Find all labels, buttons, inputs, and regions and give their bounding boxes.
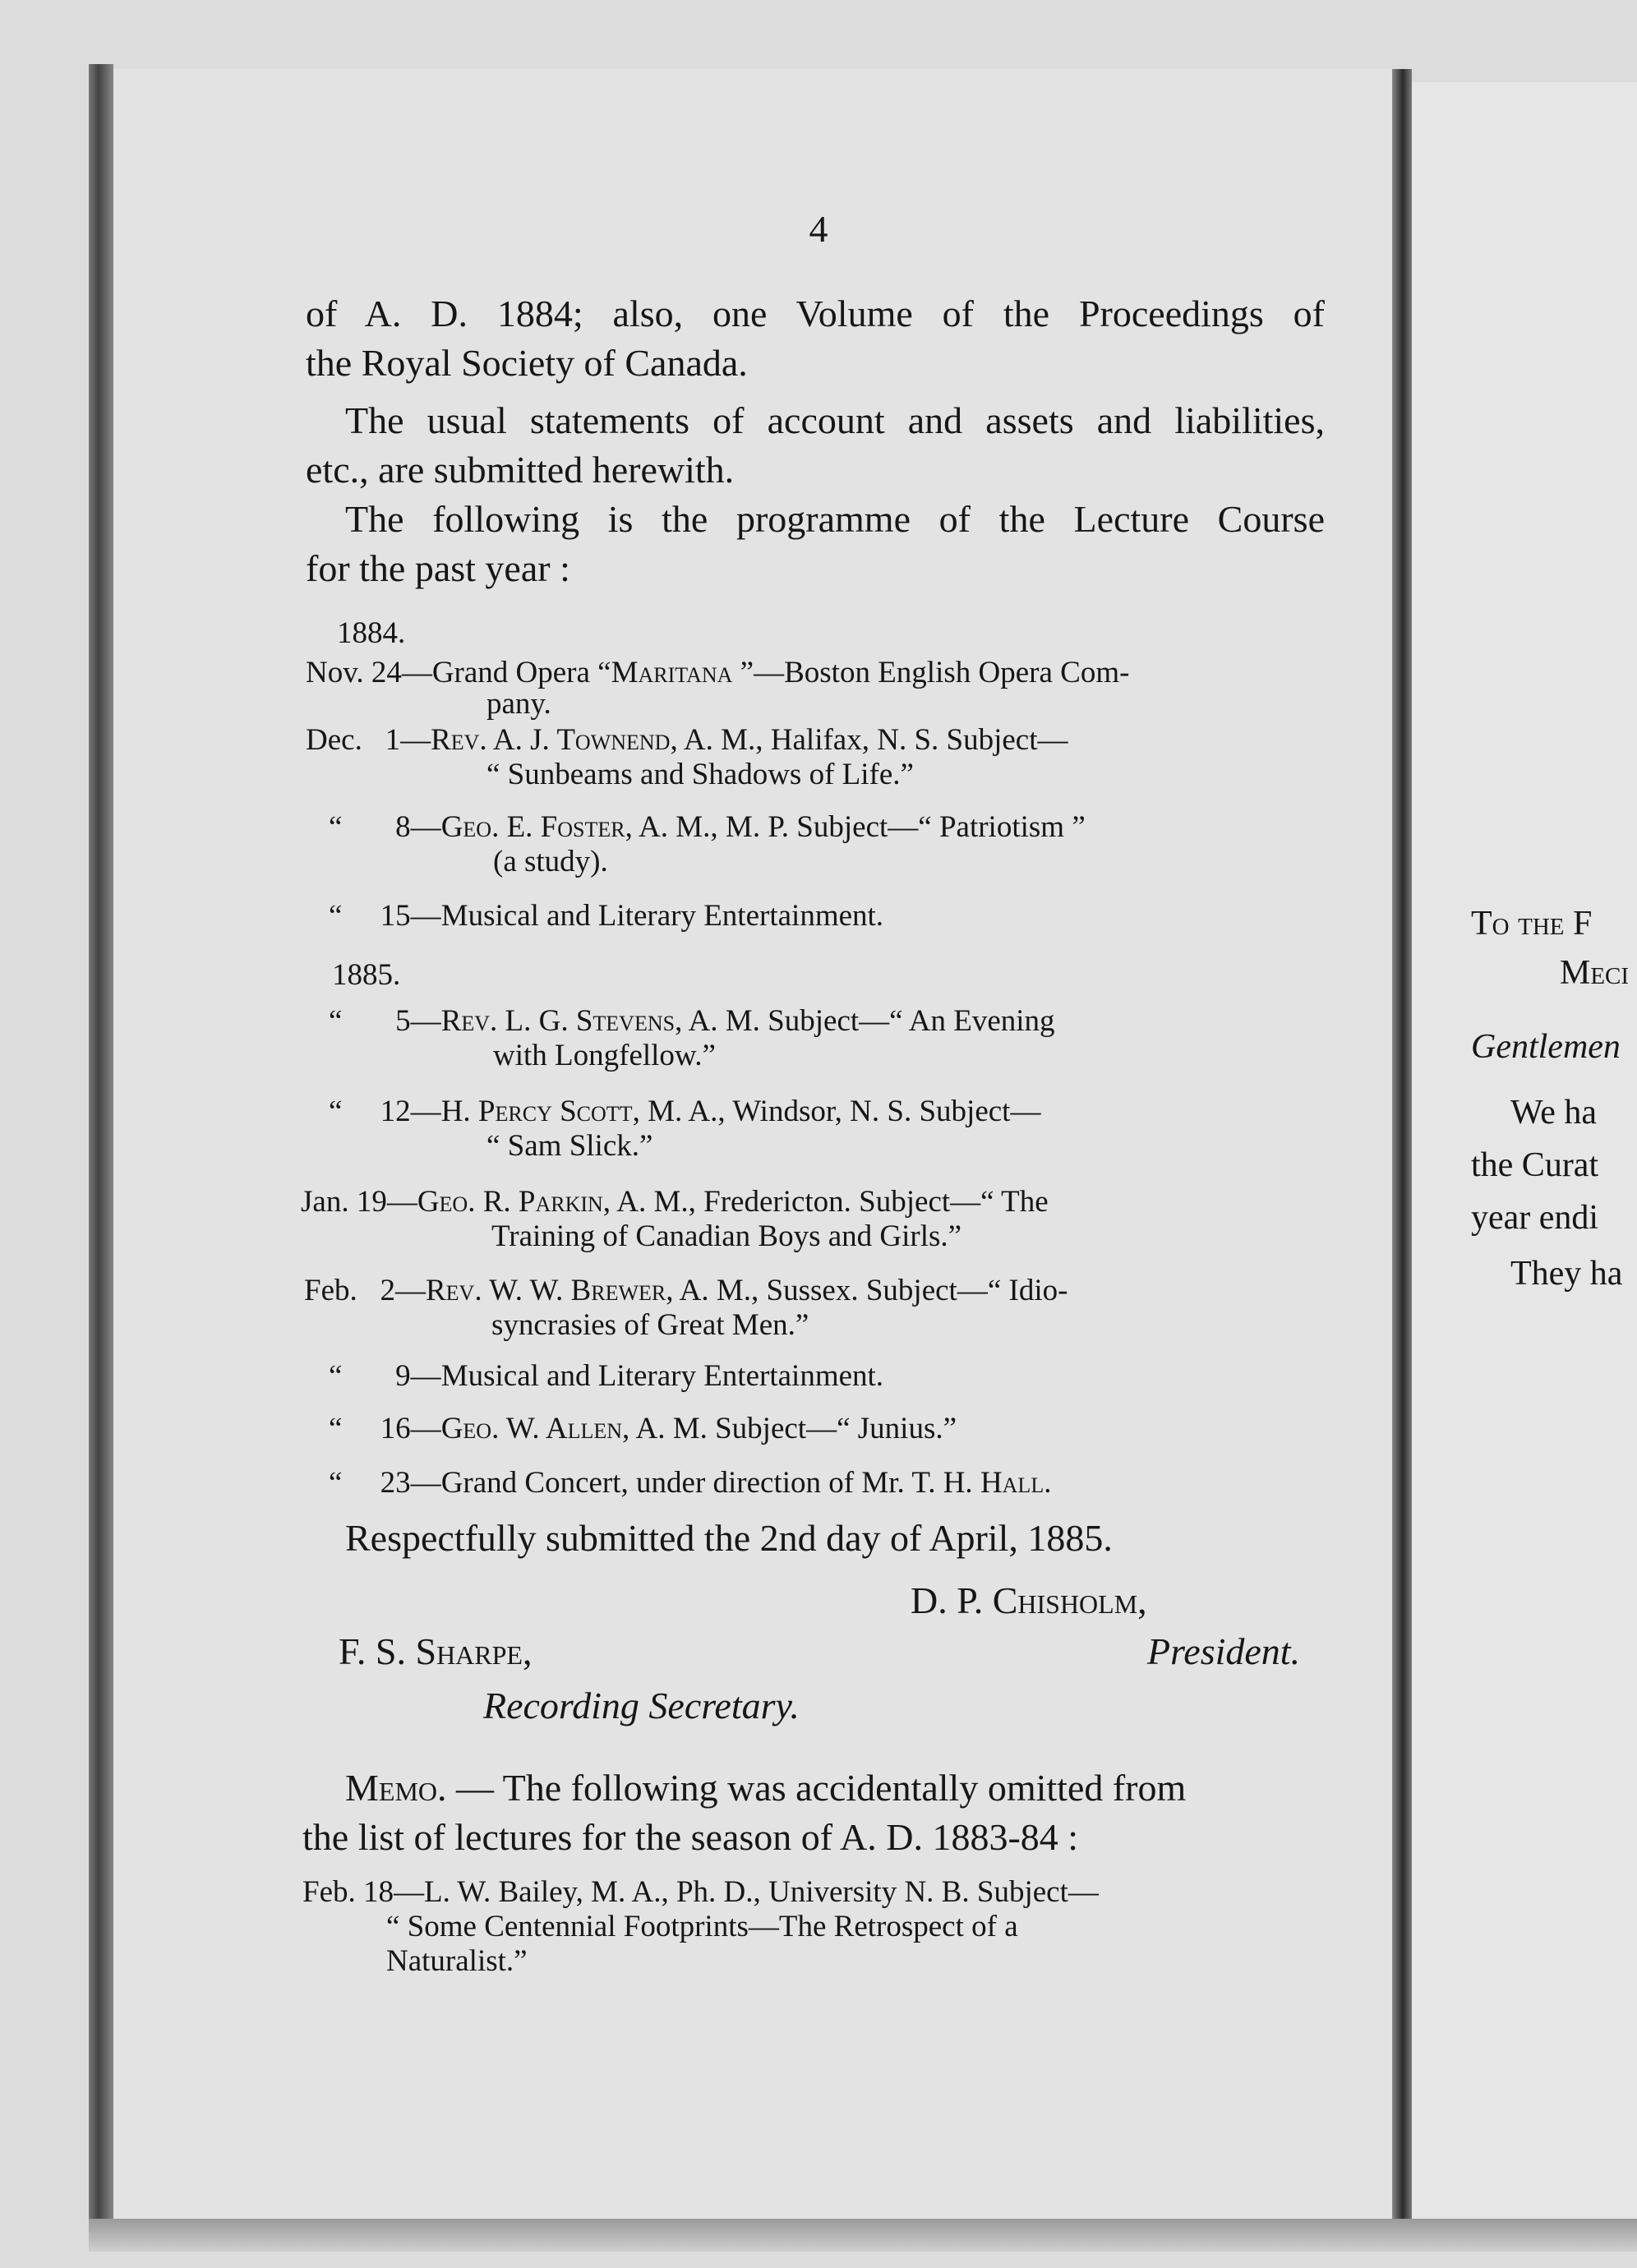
- right-page-text-clip: [1412, 82, 1637, 2235]
- entry-jan-5-line-2: with Longfellow.”: [493, 1039, 716, 1072]
- entry-date: “ 9—: [329, 1359, 441, 1393]
- president-title: President.: [1147, 1630, 1301, 1672]
- entry-jan-12: “ 12—H. Percy Scott, M. A., Windsor, N. S. Subject—: [329, 1095, 1041, 1128]
- right-fragment-line-1: We ha: [1510, 1094, 1598, 1132]
- programme-intro-line-2: for the past year :: [306, 547, 570, 589]
- right-fragment-line-4: They ha: [1510, 1255, 1623, 1293]
- right-fragment-heading: To the F: [1471, 905, 1593, 943]
- lecturer-name: Geo. E. Foster: [440, 810, 625, 844]
- entry-date: Dec. 1—: [306, 723, 431, 757]
- right-fragment-salutation: Gentlemen: [1471, 1028, 1621, 1066]
- lecturer-name: Rev. L. G. Stevens: [440, 1004, 676, 1038]
- entry-date: “ 8—: [329, 810, 441, 844]
- page-number: 4: [809, 208, 828, 250]
- entry-dec-1: Dec. 1—Rev. A. J. Townend, A. M., Halifax, N. S. Subject—: [306, 723, 1068, 757]
- entry-date: Nov. 24—: [306, 656, 432, 689]
- right-fragment-heading-2: Meci: [1560, 954, 1630, 992]
- entry-date: “ 16—: [329, 1412, 441, 1445]
- lecturer-name: Percy Scott: [477, 1095, 633, 1128]
- intro-line-2: the Royal Society of Canada.: [306, 342, 748, 384]
- entry-feb-23: “ 23—Grand Concert, under direction of Mr. T. H. Hall.: [329, 1466, 1052, 1500]
- president-name: D. P. Chisholm,: [911, 1579, 1147, 1621]
- entry-date: “ 12—: [329, 1095, 441, 1128]
- year-heading-1884: 1884.: [337, 616, 406, 650]
- book-gutter: [1392, 69, 1412, 2235]
- entry-dec-1-line-2: “ Sunbeams and Shadows of Life.”: [486, 758, 914, 791]
- entry-dec-15: “ 15—Musical and Literary Entertainment.: [329, 899, 884, 933]
- entry-nov-24-line-2: pany.: [486, 687, 551, 721]
- right-fragment-line-2: the Curat: [1471, 1146, 1599, 1184]
- lecturer-name: Rev. A. J. Townend: [431, 723, 671, 757]
- entry-date: “ 15—: [329, 899, 441, 933]
- secretary-name: F. S. Sharpe,: [339, 1630, 533, 1672]
- entry-feb-16: “ 16—Geo. W. Allen, A. M. Subject—“ Junius.”: [329, 1412, 957, 1445]
- entry-nov-24: Nov. 24—Grand Opera “Maritana ”—Boston English Opera Com-: [306, 656, 1130, 689]
- entry-date: “ 5—: [329, 1004, 441, 1038]
- entry-date: Jan. 19—: [301, 1185, 417, 1219]
- submitted-line: Respectfully submitted the 2nd day of April, 1885.: [345, 1517, 1113, 1559]
- entry-feb-2: Feb. 2—Rev. W. W. Brewer, A. M., Sussex. Subject—“ Idio-: [304, 1274, 1068, 1307]
- programme-intro-line-1: The following is the programme of the Lecture Course: [345, 498, 1325, 540]
- memo-entry-line-3: Naturalist.”: [386, 1944, 528, 1978]
- memo-label: Memo.: [345, 1767, 447, 1809]
- entry-jan-19: Jan. 19—Geo. R. Parkin, A. M., Fredericton. Subject—“ The: [301, 1185, 1049, 1219]
- lecturer-name: Geo. W. Allen: [440, 1412, 623, 1445]
- book-edge: [89, 64, 113, 2233]
- right-fragment-line-3: year endi: [1471, 1199, 1599, 1237]
- entry-dec-8: “ 8—Geo. E. Foster, A. M., M. P. Subject—“ Patriotism ”: [329, 810, 1086, 844]
- entry-date: “ 23—: [329, 1466, 441, 1500]
- entry-feb-9: “ 9—Musical and Literary Entertainment.: [329, 1359, 884, 1393]
- secretary-title: Recording Secretary.: [483, 1685, 800, 1726]
- year-heading-1885: 1885.: [332, 958, 401, 992]
- entry-date: Feb. 2—: [304, 1274, 426, 1307]
- lecturer-name: Rev. W. W. Brewer: [426, 1274, 666, 1307]
- opera-name: Maritana: [611, 656, 733, 689]
- statements-line-2: etc., are submitted herewith.: [306, 449, 735, 491]
- memo-line-2: the list of lectures for the season of A. D. 1883-84 :: [302, 1816, 1079, 1858]
- memo-entry-line-1: Feb. 18—L. W. Bailey, M. A., Ph. D., University N. B. Subject—: [302, 1875, 1099, 1909]
- entry-jan-19-line-2: Training of Canadian Boys and Girls.”: [491, 1219, 962, 1253]
- memo-line-1: Memo. — The following was accidentally omitted from: [345, 1767, 1187, 1809]
- memo-entry-line-2: “ Some Centennial Footprints—The Retrospect of a: [386, 1910, 1018, 1943]
- entry-jan-12-line-2: “ Sam Slick.”: [486, 1129, 653, 1163]
- bottom-shadow: [89, 2219, 1637, 2252]
- conductor-name: Hall: [980, 1466, 1044, 1500]
- entry-jan-5: “ 5—Rev. L. G. Stevens, A. M. Subject—“ An Evening: [329, 1004, 1055, 1038]
- entry-feb-2-line-2: syncrasies of Great Men.”: [491, 1308, 809, 1342]
- lecturer-name: Geo. R. Parkin: [417, 1185, 603, 1219]
- intro-line-1: of A. D. 1884; also, one Volume of the Proceedings of: [306, 293, 1325, 334]
- statements-line-1: The usual statements of account and assets and liabilities,: [345, 399, 1325, 441]
- entry-dec-8-line-2: (a study).: [493, 845, 608, 878]
